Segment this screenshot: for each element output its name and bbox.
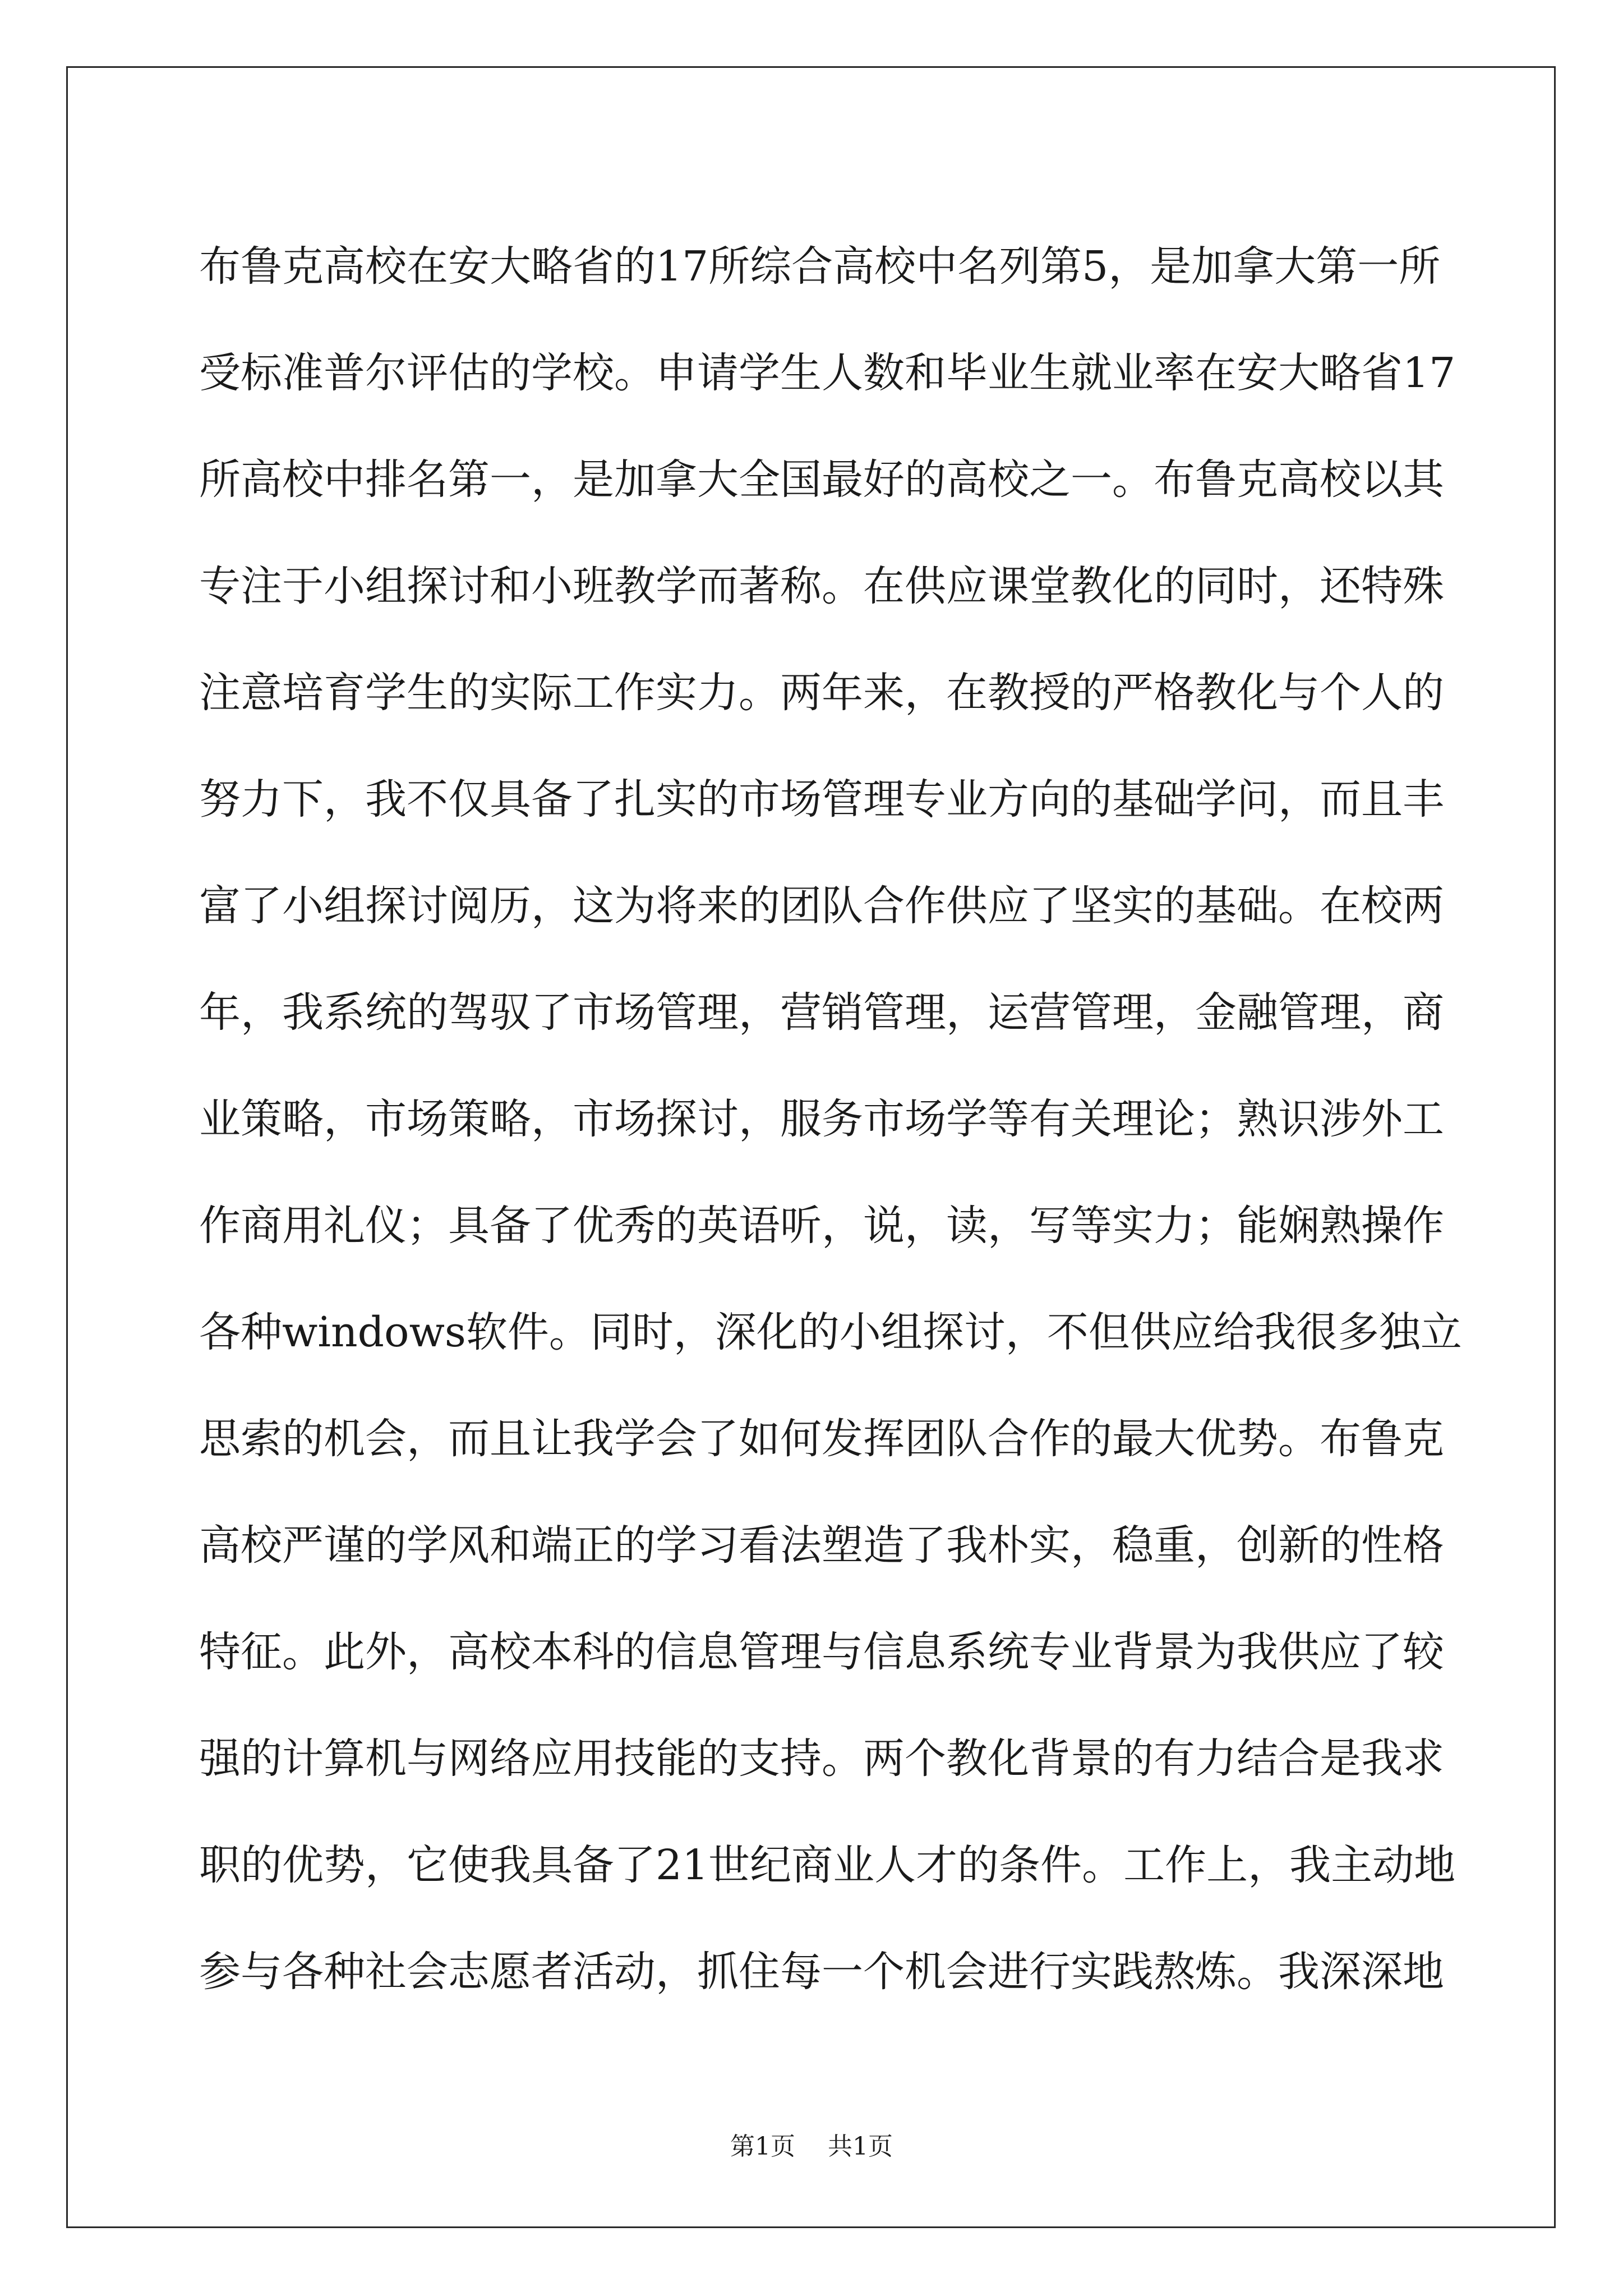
text-line: 业策略，市场策略，市场探讨，服务市场学等有关理论；熟识涉外工 bbox=[199, 1095, 1444, 1143]
text-line: 布鲁克高校在安大略省的17所综合高校中名列第5，是加拿大第一所 bbox=[199, 242, 1441, 291]
text-line: 职的优势，它使我具备了21世纪商业人才的条件。工作上，我主动地 bbox=[199, 1841, 1456, 1889]
text-line: 专注于小组探讨和小班教学而著称。在供应课堂教化的同时，还特殊 bbox=[199, 562, 1444, 610]
page-number-current: 第1页 bbox=[730, 2132, 795, 2161]
text-line: 努力下，我不仅具备了扎实的市场管理专业方向的基础学问，而且丰 bbox=[199, 775, 1444, 823]
text-line: 各种windows软件。同时，深化的小组探讨，不但供应给我很多独立 bbox=[199, 1308, 1462, 1356]
document-body bbox=[199, 213, 1462, 2025]
text-line: 作商用礼仪；具备了优秀的英语听，说，读，写等实力；能娴熟操作 bbox=[199, 1202, 1444, 1250]
text-line: 年，我系统的驾驭了市场管理，营销管理，运营管理，金融管理，商 bbox=[199, 988, 1444, 1037]
text-line: 注意培育学生的实际工作实力。两年来，在教授的严格教化与个人的 bbox=[199, 669, 1444, 717]
text-line: 富了小组探讨阅历，这为将来的团队合作供应了坚实的基础。在校两 bbox=[199, 882, 1444, 930]
text-line: 特征。此外，高校本科的信息管理与信息系统专业背景为我供应了较 bbox=[199, 1628, 1444, 1676]
text-line: 受标准普尔评估的学校。申请学生人数和毕业生就业率在安大略省17 bbox=[199, 349, 1456, 397]
text-line: 所高校中排名第一，是加拿大全国最好的高校之一。布鲁克高校以其 bbox=[199, 455, 1444, 504]
page-footer bbox=[0, 2126, 1623, 2162]
text-line: 高校严谨的学风和端正的学习看法塑造了我朴实，稳重，创新的性格 bbox=[199, 1521, 1444, 1570]
page-number-total: 共1页 bbox=[828, 2132, 893, 2161]
text-line: 参与各种社会志愿者活动，抓住每一个机会进行实践熬炼。我深深地 bbox=[199, 1948, 1444, 1996]
text-line: 思索的机会，而且让我学会了如何发挥团队合作的最大优势。布鲁克 bbox=[199, 1415, 1444, 1463]
text-line: 强的计算机与网络应用技能的支持。两个教化背景的有力结合是我求 bbox=[199, 1734, 1444, 1783]
